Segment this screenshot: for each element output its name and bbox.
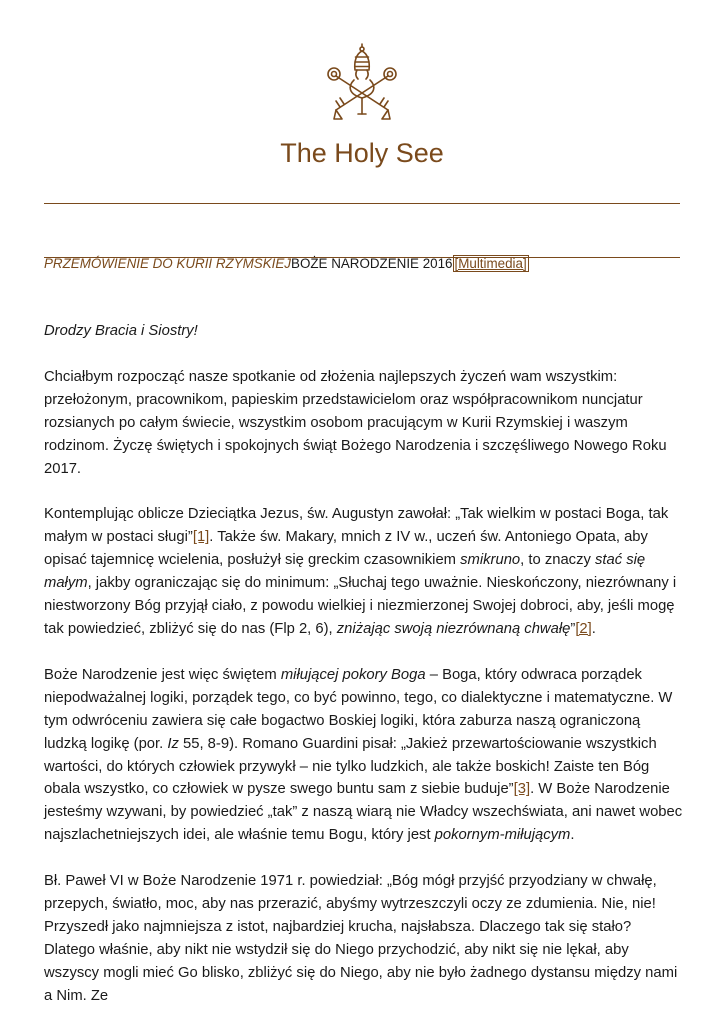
footnote-link-3[interactable]: [3] — [513, 781, 531, 798]
paragraph-1: Chciałbym rozpocząć nasze spotkanie od złożenia najlepszych życzeń wam wszystkim: przełożonym, pracownikom, papieskim przedstawicielom oraz współpracownikom nuncjatur rozsianych po całym świecie, wszystkim osobom pracującym w Kurii Rzymskiej i waszym rodzinom. Życzę świętych i spokojnych świąt Bożego Narodzenia i szczęśliwego Nowego Roku 2017. — [44, 368, 667, 477]
paragraph-2: Kontemplując oblicze Dzieciątka Jezus, św. Augustyn zawołał: „Tak wielkim w postaci Boga, tak małym w postaci sługi”[1]. Także św. Makary, mnich z IV w., uczeń św. Antoniego Opata, aby opisać tajemnicę wcielenia, posłużył się greckim czasownikiem smikruno, to znaczy stać się małym, jakby ograniczając się do minimum: „Słuchaj tego uważnie. Nieskończony, niezrównany i niestworzony Bóg przyjął ciało, z powodu wielkiej i niezmierzonej Swojej dobroci, aby, jeśli mogę tak powiedzieć, zbliżyć się do nas (Flp 2, 6), zniżając swoją niezrównaną chwałę”[2]. — [44, 506, 677, 637]
greeting: Drodzy Bracia i Siostry! — [44, 323, 198, 339]
document-heading — [44, 256, 529, 271]
footnote-link-1[interactable]: [1] — [192, 529, 210, 546]
heading-divider — [44, 257, 680, 258]
site-title[interactable]: The Holy See — [280, 138, 444, 168]
header-divider — [44, 203, 680, 204]
paragraph-3: Boże Narodzenie jest więc świętem miłującej pokory Boga – Boga, który odwraca porządek niepodważalnej logiki, porządek tego, co być powinno, tego, co dialektyczne i matematyczne. W tym odwróceniu zawiera się całe bogactwo Boskiej logiki, która zaburza naszą ograniczoną ludzką logikę (por. Iz 55, 8-9). Romano Guardini pisał: „Jakież przewartościowanie wszystkich wartości, do których człowiek przywykł – nie tylko ludzkich, ale także boskich! Zaiste ten Bóg obala wszystko, co człowiek w pysze swego buntu sam z siebie buduje”[3]. W Boże Narodzenie jesteśmy wzywani, by powiedzieć „tak” z naszą wiarą nie Władcy wszechświata, ani nawet wobec najszlachetniejszych idei, ale właśnie temu Bogu, który jest pokornym-miłującym. — [44, 666, 683, 844]
heading-title[interactable]: PRZEMÓWIENIE DO KURII RZYMSKIEJ — [44, 256, 292, 271]
holy-see-coat-of-arms-icon — [318, 40, 406, 122]
paragraph-4: Bł. Paweł VI w Boże Narodzenie 1971 r. powiedział: „Bóg mógł przyjść przyodziany w chwałę, przepych, światło, moc, aby nas przerazić, abyśmy wytrzeszczyli oczy ze zdumienia. Nie, nie! Przyszedł jako najmniejsza z istot, najbardziej krucha, najsłabsza. Dlaczego tak się stało? Dlatego właśnie, aby nikt nie wstydził się do Niego przychodzić, aby nikt się nie lękał, aby wszyscy mogli mieć Go blisko, zbliżyć się do Niego, aby nie było żadnego dystansu między nami a Nim. Ze — [44, 873, 678, 1004]
heading-occasion: BOŻE NARODZENIE 2016 — [291, 256, 453, 271]
footnote-link-2[interactable]: [2] — [575, 620, 592, 637]
multimedia-link[interactable]: [Multimedia] — [454, 256, 527, 271]
document-body — [44, 320, 684, 1031]
